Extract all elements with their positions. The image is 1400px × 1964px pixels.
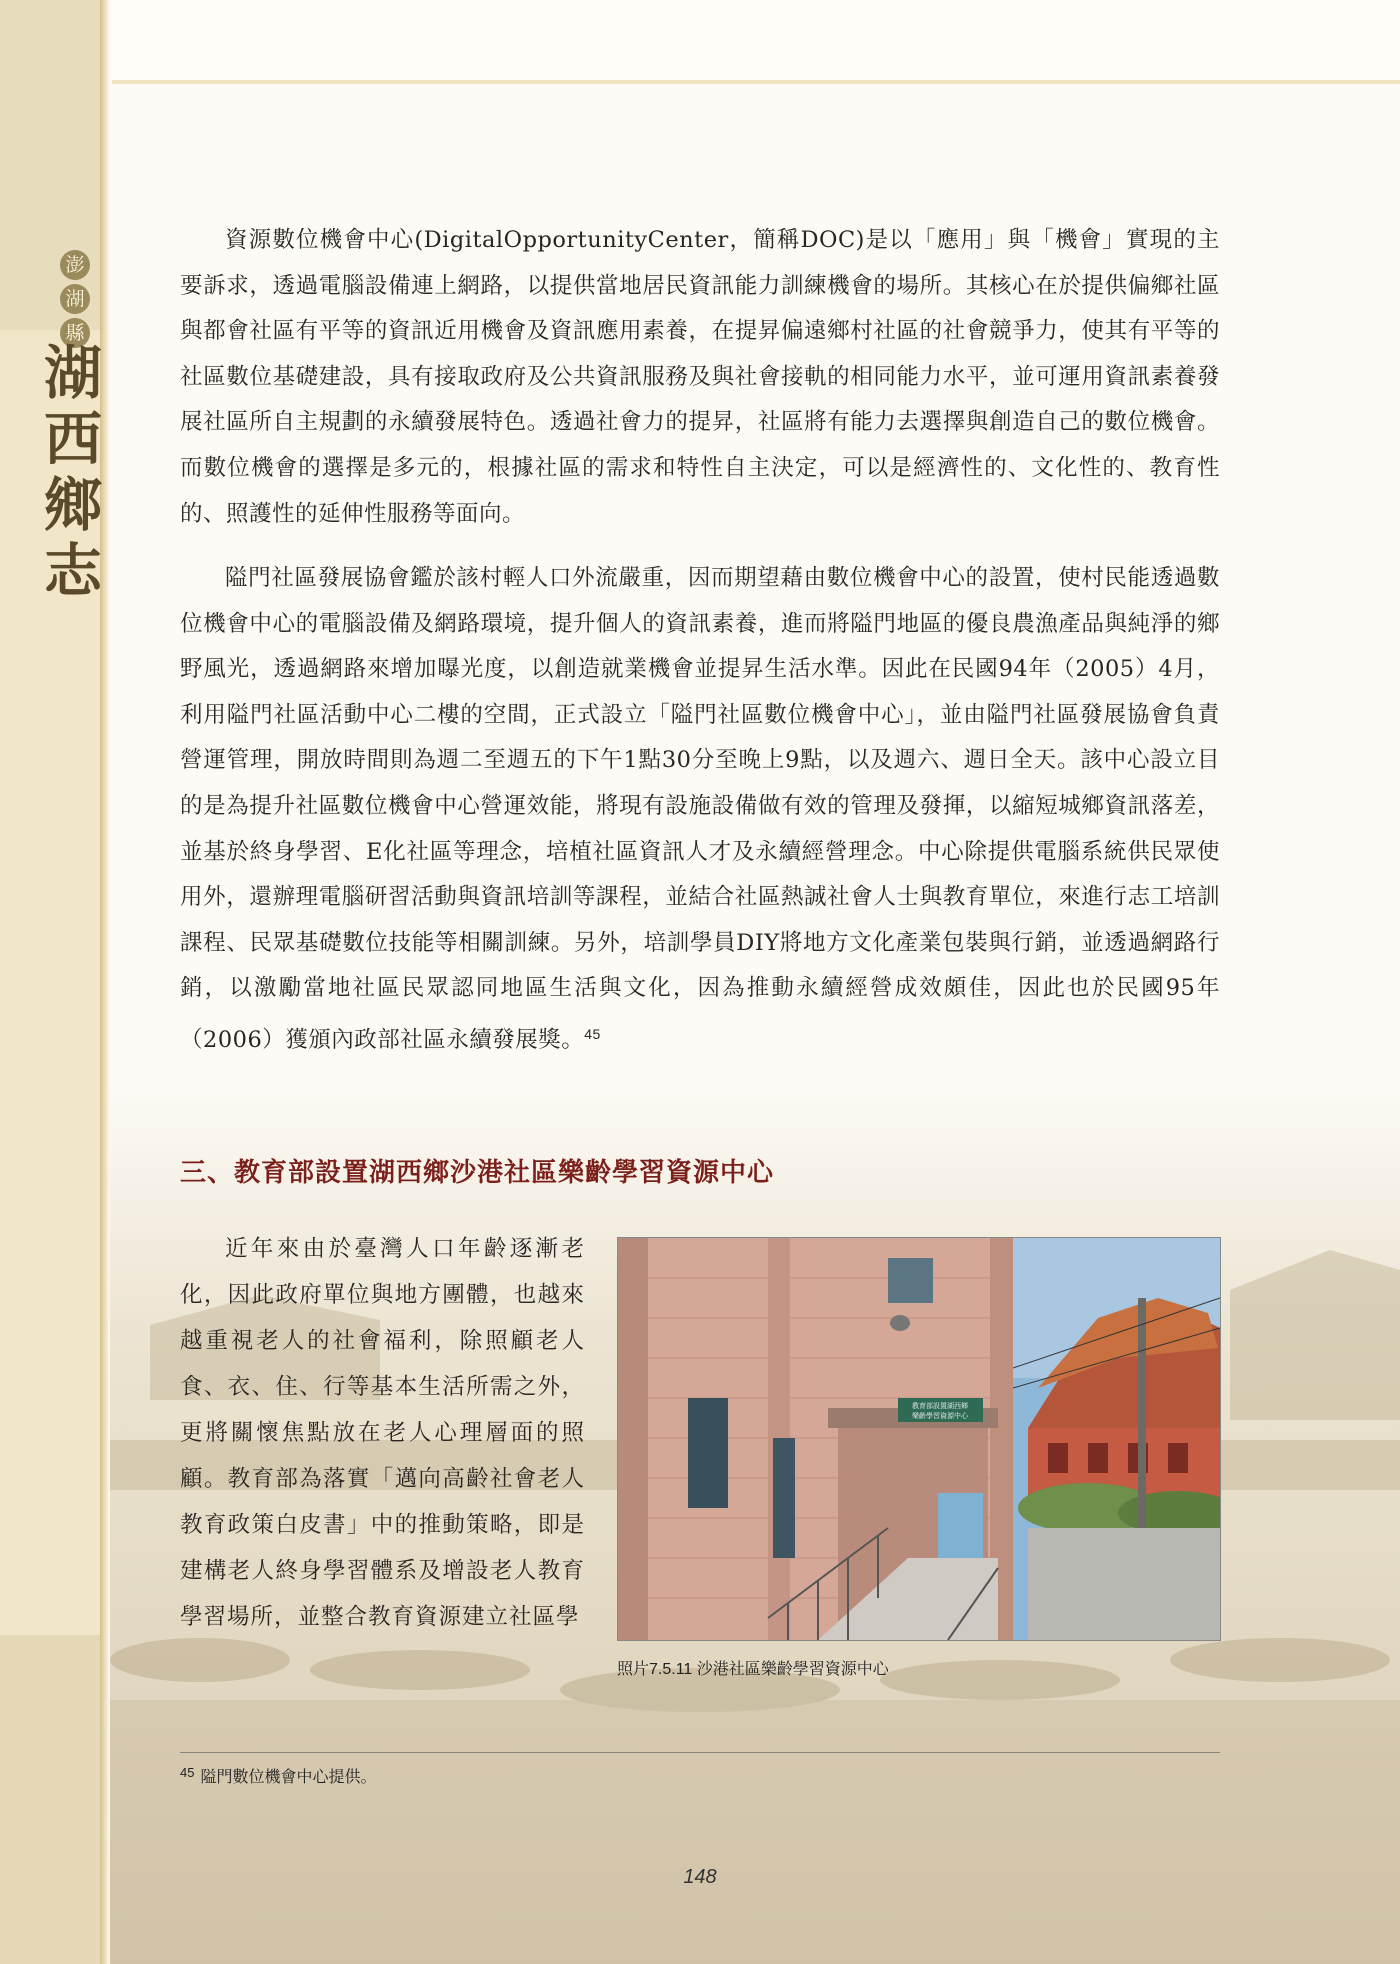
title-char: 志 bbox=[43, 537, 102, 605]
title-char: 鄉 bbox=[43, 471, 102, 539]
paragraph-text: 資源數位機會中心(DigitalOpportunityCenter，簡稱DOC)是以「應用」與「機會」實現的主要訴求，透過電腦設備連上網路，以提供當地居民資訊能力訓練機會的場所。其核心在於提供偏鄉社區與都會社區有平等的資訊近用機會及資訊應用素養，在提昇偏遠鄉村社區的社會競爭力，使其有平等的社區數位基礎建設，具有接取政府及公共資訊服務及與社會接軌的相同能力水平，並可運用資訊素養發展社區所自主規劃的永續發展特色。透過社會力的提昇，社區將有能力去選擇與創造自己的數位機會。而數位機會的選擇是多元的，根據社區的需求和特性自主決定，可以是經濟性的、文化性的、教育性的、照護性的延伸性服務等面向。 bbox=[180, 227, 1220, 527]
section-heading: 三、教育部設置湖西鄉沙港社區樂齡學習資源中心 bbox=[180, 1158, 775, 1188]
county-char: 縣 bbox=[60, 318, 90, 348]
sign-text-line1: 教育部設置湖西鄉 bbox=[912, 1402, 968, 1410]
book-title bbox=[38, 340, 108, 604]
footnote-text: 隘門數位機會中心提供。 bbox=[200, 1769, 377, 1786]
footnote-ref[interactable]: 45 bbox=[584, 1025, 601, 1042]
county-char: 澎 bbox=[60, 250, 90, 280]
paragraph-body: 隘門社區發展協會鑑於該村輕人口外流嚴重，因而期望藉由數位機會中心的設置，使村民能透過數位機會中心的電腦設備及網路環境，提升個人的資訊素養，進而將隘門地區的優良農漁產品與純淨的鄉野風光，透過網路來增加曝光度，以創造就業機會並提昇生活水準。因此在民國94年（2005）4月，利用隘門社區活動中心二樓的空間，正式設立「隘門社區數位機會中心」，並由隘門社區發展協會負責營運管理，開放時間則為週二至週五的下午1點30分至晚上9點，以及週六、週日全天。該中心設立目的是為提升社區數位機會中心營運效能，將現有設施設備做有效的管理及發揮，以縮短城鄉資訊落差，並基於終身學習、E化社區等理念，培植社區資訊人才及永續經營理念。中心除提供電腦系統供民眾使用外，還辦理電腦研習活動與資訊培訓等課程，並結合社區熱誠社會人士與教育單位，來進行志工培訓課程、民眾基礎數位技能等相關訓練。另外，培訓學員DIY將地方文化產業包裝與行銷，並透過網路行銷，以激勵當地社區民眾認同地區生活與文化，因為推動永續經營成效頗佳，因此也於民國95年（2006）獲頒內政部社區永續發展獎。 bbox=[180, 565, 1220, 1053]
strip-edge bbox=[100, 0, 110, 1964]
section-paragraph bbox=[180, 1226, 585, 1640]
photo-learning-center bbox=[617, 1237, 1221, 1641]
title-char: 西 bbox=[43, 405, 102, 473]
footnote-number: 45 bbox=[180, 1765, 195, 1780]
footnote-divider bbox=[180, 1752, 1220, 1753]
body-paragraph-2 bbox=[180, 556, 1220, 1064]
paragraph-text: 近年來由於臺灣人口年齡逐漸老化，因此政府單位與地方團體，也越來越重視老人的社會福利，除照顧老人食、衣、住、行等基本生活所需之外，更將關懷焦點放在老人心理層面的照顧。教育部為落實「邁向高齡社會老人教育政策白皮書」中的推動策略，即是建構老人終身學習體系及增設老人教育學習場所，並整合教育資源建立社區學 bbox=[180, 1236, 585, 1630]
county-label bbox=[60, 250, 92, 352]
paragraph-text bbox=[180, 556, 1220, 1064]
footnote bbox=[180, 1764, 376, 1787]
photo-illustration bbox=[618, 1238, 1220, 1640]
body-paragraph-1 bbox=[180, 218, 1220, 537]
strip-bottom-band bbox=[0, 1635, 100, 1964]
photo-caption: 照片7.5.11 沙港社區樂齡學習資源中心 bbox=[617, 1661, 889, 1678]
header-band bbox=[112, 0, 1400, 80]
header-rule bbox=[112, 80, 1400, 84]
title-char: 湖 bbox=[43, 339, 102, 407]
page-number: 148 bbox=[683, 1866, 717, 1888]
sign-text-line2: 樂齡學習資源中心 bbox=[912, 1412, 968, 1420]
county-char: 湖 bbox=[60, 284, 90, 314]
